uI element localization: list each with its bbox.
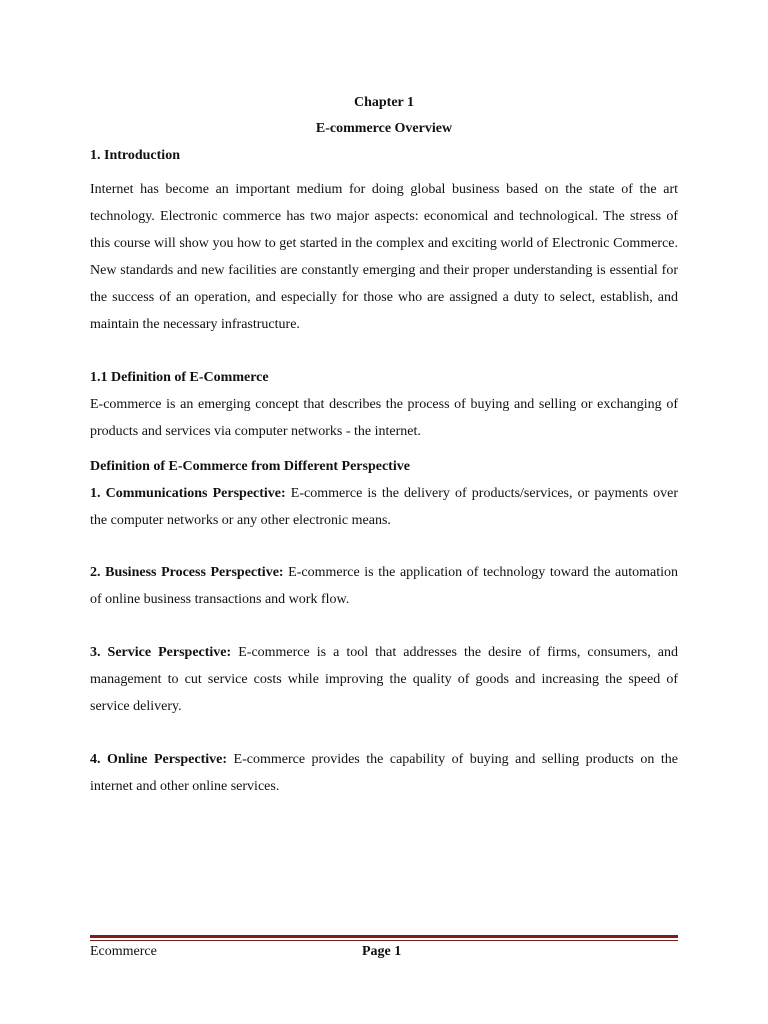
footer-title: Ecommerce xyxy=(90,944,157,959)
perspective-label: 2. Business Process Perspective: xyxy=(90,565,284,580)
perspective-label: 1. Communications Perspective: xyxy=(90,486,286,501)
intro-paragraph: Internet has become an important medium for doing global business based on the state of the art technology. Electronic commerce has two major aspects: economical and technological. The stress of this course will show you how to get started in the complex and exciting world of Electronic Commerce. New standards and new facilities are constantly emerging and their proper understanding is essential for the success of an operation, and especially for those who are assigned a duty to select, establish, and maintain the necessary infrastructure. xyxy=(90,182,678,332)
perspective-online xyxy=(90,746,678,800)
page-number: Page 1 xyxy=(362,944,402,959)
perspective-text: E-commerce is the application of technology toward the automation of online business transactions and work flow. xyxy=(90,565,678,607)
footer-divider-thin xyxy=(90,940,678,941)
definition-paragraph: E-commerce is an emerging concept that describes the process of buying and selling or exchanging of products and services via computer networks - the internet. xyxy=(90,397,678,439)
perspective-label: 4. Online Perspective: xyxy=(90,752,228,767)
chapter-label: Chapter 1 xyxy=(353,95,415,110)
perspective-text: E-commerce is a tool that addresses the desire of firms, consumers, and management to cut service costs while improving the quality of goods and increasing the speed of service delivery. xyxy=(90,645,678,714)
perspective-text: E-commerce is the delivery of products/services, or payments over the computer networks or any other electronic means. xyxy=(90,486,679,528)
section-heading-definition: 1.1 Definition of E-Commerce xyxy=(90,370,269,385)
perspective-label: 3. Service Perspective: xyxy=(90,645,232,660)
perspective-service xyxy=(90,639,678,720)
perspective-business-process xyxy=(90,559,678,613)
section-heading-perspectives: Definition of E-Commerce from Different Perspective xyxy=(90,459,410,474)
section-heading-introduction: 1. Introduction xyxy=(90,148,180,163)
footer-divider xyxy=(90,935,678,938)
perspective-communications xyxy=(90,480,678,534)
page-title: E-commerce Overview xyxy=(315,121,453,136)
perspective-text: E-commerce provides the capability of buying and selling products on the internet and other online services. xyxy=(90,752,678,794)
